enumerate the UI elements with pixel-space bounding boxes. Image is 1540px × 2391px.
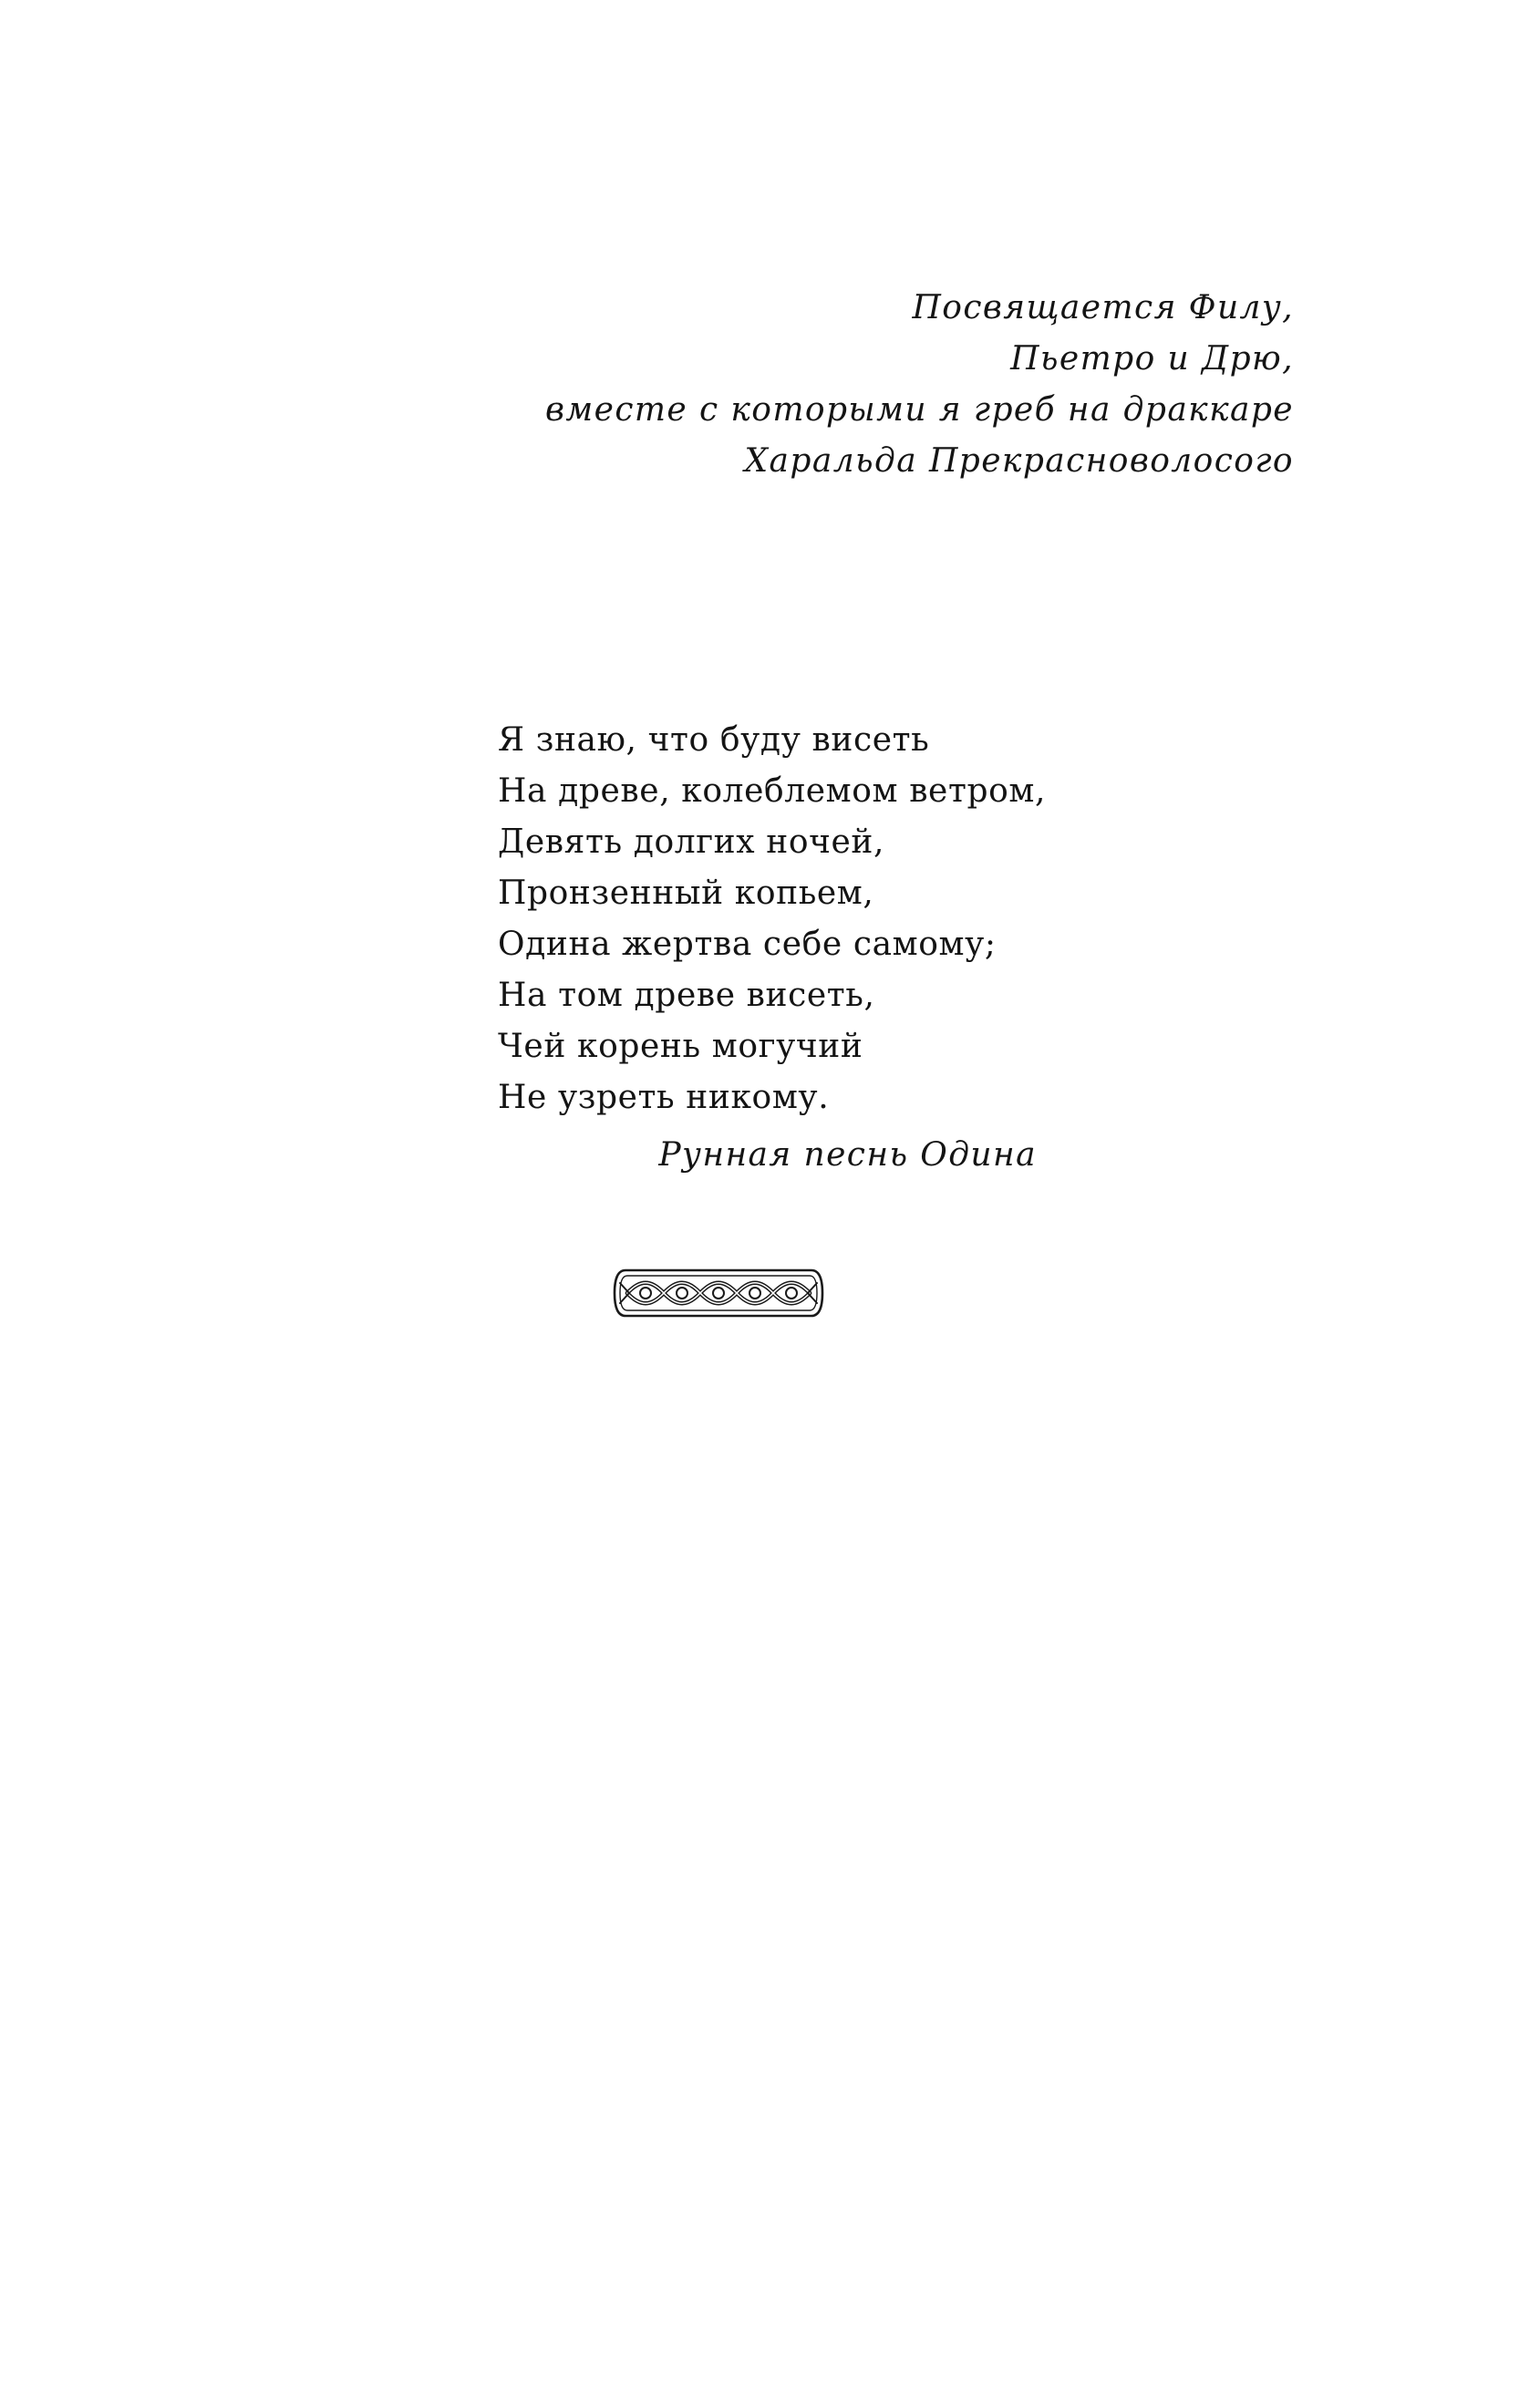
verse-line: Чей корень могучий (498, 1028, 863, 1065)
verse-line: На древе, колеблемом ветром, (498, 772, 1047, 810)
verse-line: Пронзенный копьем, (498, 875, 874, 912)
epigraph-verse (498, 715, 1045, 1123)
epigraph (498, 715, 1047, 1174)
epigraph-attribution: Рунная песнь Одина (658, 1136, 1037, 1174)
knotwork-ornament-icon (613, 1263, 824, 1323)
dedication (545, 283, 1294, 487)
verse-line: Я знаю, что буду висеть (498, 721, 930, 759)
dedication-line: вместе с которыми я греб на драккаре (545, 391, 1294, 429)
dedication-line: Пьетро и Дрю, (1010, 340, 1294, 378)
verse-line: Девять долгих ночей, (498, 823, 885, 861)
verse-line: На том древе висеть, (498, 977, 875, 1014)
verse-line: Не узреть никому. (498, 1079, 830, 1116)
dedication-line: Посвящается Филу, (912, 289, 1294, 326)
verse-line: Одина жертва себе самому; (498, 926, 997, 963)
dedication-line: Харальда Прекрасноволосого (744, 442, 1294, 480)
